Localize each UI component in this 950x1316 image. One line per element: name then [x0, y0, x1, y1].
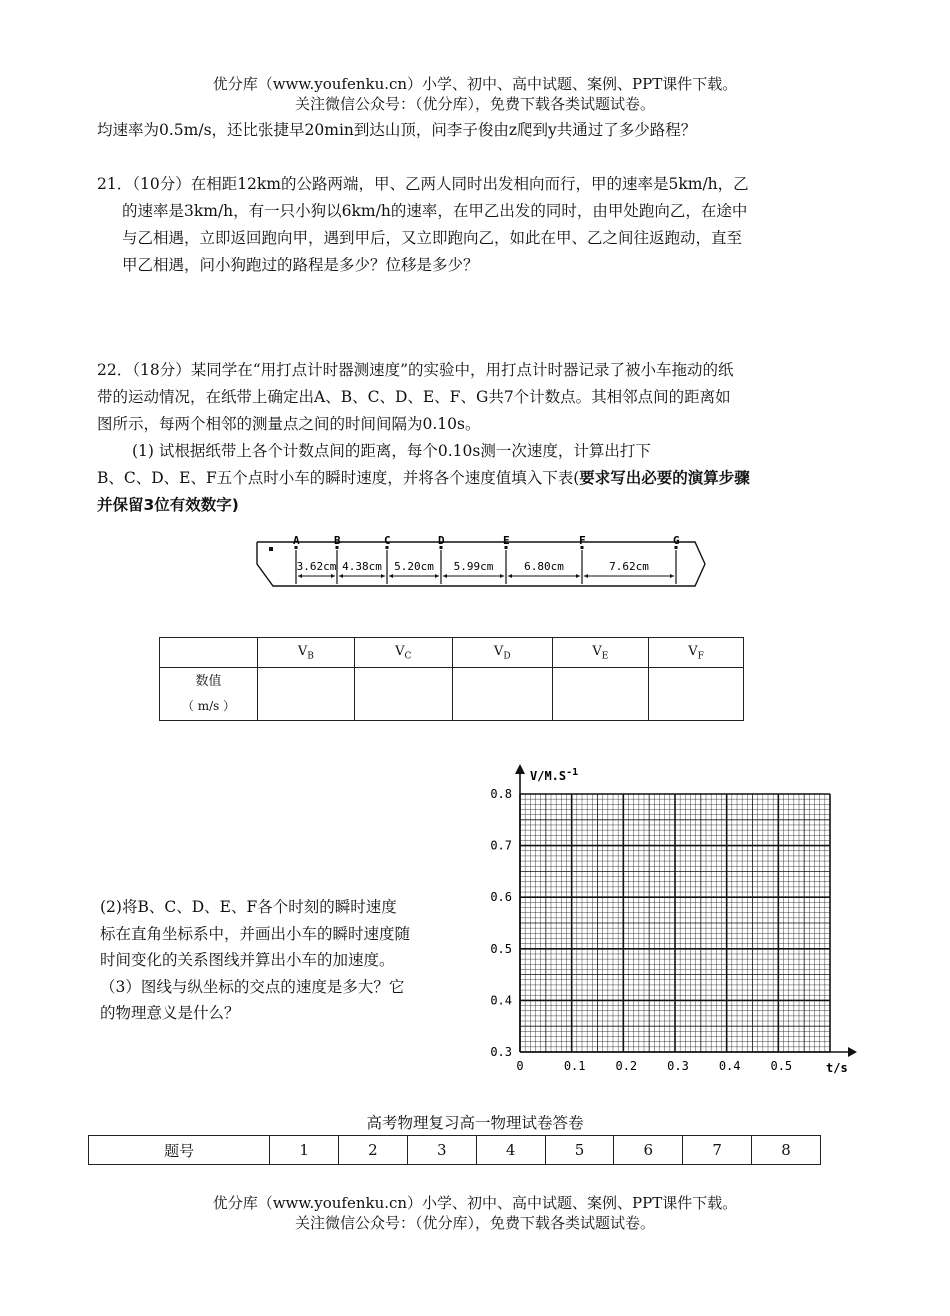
q22-part1-line-1: (1) 试根据纸带上各个计数点间的距离，每个0.10s测一次速度，计算出打下	[132, 442, 651, 460]
tape-dimension-arrow	[331, 574, 335, 578]
tape-dimension-arrow	[670, 574, 674, 578]
answer-label: 题号	[89, 1136, 270, 1165]
answer-num: 8	[752, 1136, 821, 1165]
x-tick-label: 0.5	[770, 1059, 793, 1073]
tape-distance-label: 6.80cm	[524, 560, 564, 573]
tape-dimension-arrow	[576, 574, 580, 578]
y-tick-label: 0.4	[490, 993, 512, 1008]
tape-distance-label: 5.20cm	[394, 560, 434, 573]
header-vd: $V_D$	[452, 638, 552, 668]
tape-dimension-arrow	[443, 574, 447, 578]
tape-distance-label: 4.38cm	[342, 560, 382, 573]
x-axis-label: t/s	[826, 1061, 848, 1075]
q22-line-2: 带的运动情况，在纸带上确定出A、B、C、D、E、F、G共7个计数点。其相邻点间的距离如	[97, 388, 731, 406]
tape-distance-label: 3.62cm	[296, 560, 337, 573]
answer-num: 7	[683, 1136, 752, 1165]
tape-dimension-arrow	[435, 574, 439, 578]
footer-line-2: 关注微信公众号：（优分库），免费下载各类试题试卷。	[294, 1214, 655, 1232]
tape-point-label: G	[673, 534, 680, 547]
tape-distance-label: 7.62cm	[609, 560, 649, 573]
cell-vd[interactable]	[452, 668, 552, 721]
tape-point-label: D	[438, 534, 445, 547]
paper-tape-figure	[255, 528, 710, 596]
tape-start-dot	[269, 547, 273, 551]
answer-num: 5	[545, 1136, 614, 1165]
table-corner	[160, 638, 258, 668]
footer-line-1: 优分库（www.youfenku.cn）小学、初中、高中试题、案例、PPT课件下载。	[212, 1194, 738, 1212]
cell-vb[interactable]	[258, 668, 355, 721]
tape-dimension-arrow	[508, 574, 512, 578]
q22-part3-line-2: 的物理意义是什么？	[100, 1004, 240, 1022]
velocity-table	[159, 637, 744, 721]
tape-point-label: A	[293, 534, 300, 547]
q22-line-3: 图所示，每两个相邻的测量点之间的时间间隔为0.10s。	[97, 415, 481, 433]
y-axis-label: $V/M.S^{-1}$	[530, 767, 579, 783]
x-tick-label: 0.1	[563, 1059, 586, 1073]
q22-part2-line-3: 时间变化的关系图线并算出小车的加速度。	[100, 951, 395, 969]
q21-line-3: 与乙相遇，立即返回跑向甲，遇到甲后，又立即跑向乙，如此在甲、乙之间往返跑动，直至	[122, 229, 743, 247]
tape-point-label: E	[503, 534, 510, 547]
tape-dimension-arrow	[381, 574, 385, 578]
x-axis-arrow	[848, 1047, 857, 1057]
q20-tail: 均速率为0.5m/s，还比张捷早20min到达山顶，问李子俊由z爬到y共通过了多少路程？	[97, 121, 697, 139]
header-vb: $V_B$	[258, 638, 355, 668]
q22-part1-line-3: 并保留3位有效数字)	[97, 496, 239, 514]
header-vf: $V_F$	[649, 638, 744, 668]
tape-dimension-arrow	[389, 574, 393, 578]
answer-num: 1	[270, 1136, 339, 1165]
header-vc: $V_C$	[354, 638, 452, 668]
answer-num: 2	[339, 1136, 408, 1165]
q21-line-1: 21．（10分）在相距12km的公路两端，甲、乙两人同时出发相向而行，甲的速率是5km/h，乙	[97, 175, 749, 193]
y-tick-label: 0.3	[490, 1045, 512, 1059]
q22-part2-line-2: 标在直角坐标系中，并画出小车的瞬时速度随	[100, 925, 411, 943]
q22-part2-line-1: (2)将B、C、D、E、F各个时刻的瞬时速度	[100, 898, 397, 916]
q21-line-4: 甲乙相遇，问小狗跑过的路程是多少？位移是多少？	[122, 256, 479, 274]
q22-line-1: 22．（18分）某同学在“用打点计时器测速度”的实验中，用打点计时器记录了被小车拖动的纸	[97, 361, 734, 379]
x-tick-label: 0.3	[667, 1059, 689, 1073]
x-tick-label: 0	[516, 1059, 524, 1073]
answer-sheet-title: 高考物理复习高一物理试卷答卷	[366, 1114, 584, 1132]
tape-dimension-arrow	[298, 574, 302, 578]
y-tick-label: 0.8	[490, 787, 512, 801]
header-line-2: 关注微信公众号：（优分库），免费下载各类试题试卷。	[294, 95, 655, 113]
tape-dimension-arrow	[500, 574, 504, 578]
answer-num: 3	[407, 1136, 476, 1165]
x-tick-label: 0.4	[718, 1059, 741, 1073]
velocity-time-graph	[470, 760, 860, 1082]
tape-point-label: F	[579, 534, 586, 547]
cell-vf[interactable]	[649, 668, 744, 721]
header-line-1: 优分库（www.youfenku.cn）小学、初中、高中试题、案例、PPT课件下载。	[212, 75, 738, 93]
tape-dimension-arrow	[584, 574, 588, 578]
answer-num: 6	[614, 1136, 683, 1165]
tape-distance-label: 5.99cm	[453, 560, 494, 573]
answer-num: 4	[476, 1136, 545, 1165]
y-tick-label: 0.6	[490, 890, 512, 905]
cell-ve[interactable]	[552, 668, 649, 721]
answer-table	[88, 1135, 821, 1165]
tape-dimension-arrow	[339, 574, 343, 578]
y-axis-arrow	[515, 764, 525, 774]
cell-vc[interactable]	[354, 668, 452, 721]
row-label: 数值 （ m/s ）	[160, 668, 258, 721]
q21-line-2: 的速率是3km/h，有一只小狗以6km/h的速率，在甲乙出发的同时，由甲处跑向乙，在途中	[122, 202, 748, 220]
header-ve: $V_E$	[552, 638, 649, 668]
x-tick-label: 0.2	[615, 1059, 638, 1073]
y-tick-label: 0.5	[490, 941, 512, 956]
q22-part3-line-1: （3）图线与纵坐标的交点的速度是多大？它	[100, 978, 405, 996]
tape-point-label: B	[334, 534, 341, 547]
tape-point-label: C	[384, 534, 391, 547]
q22-part1-line-2: B、C、D、E、F五个点时小车的瞬时速度，并将各个速度值填入下表(要求写出必要的演算步骤	[97, 469, 750, 487]
y-tick-label: 0.7	[490, 838, 512, 853]
